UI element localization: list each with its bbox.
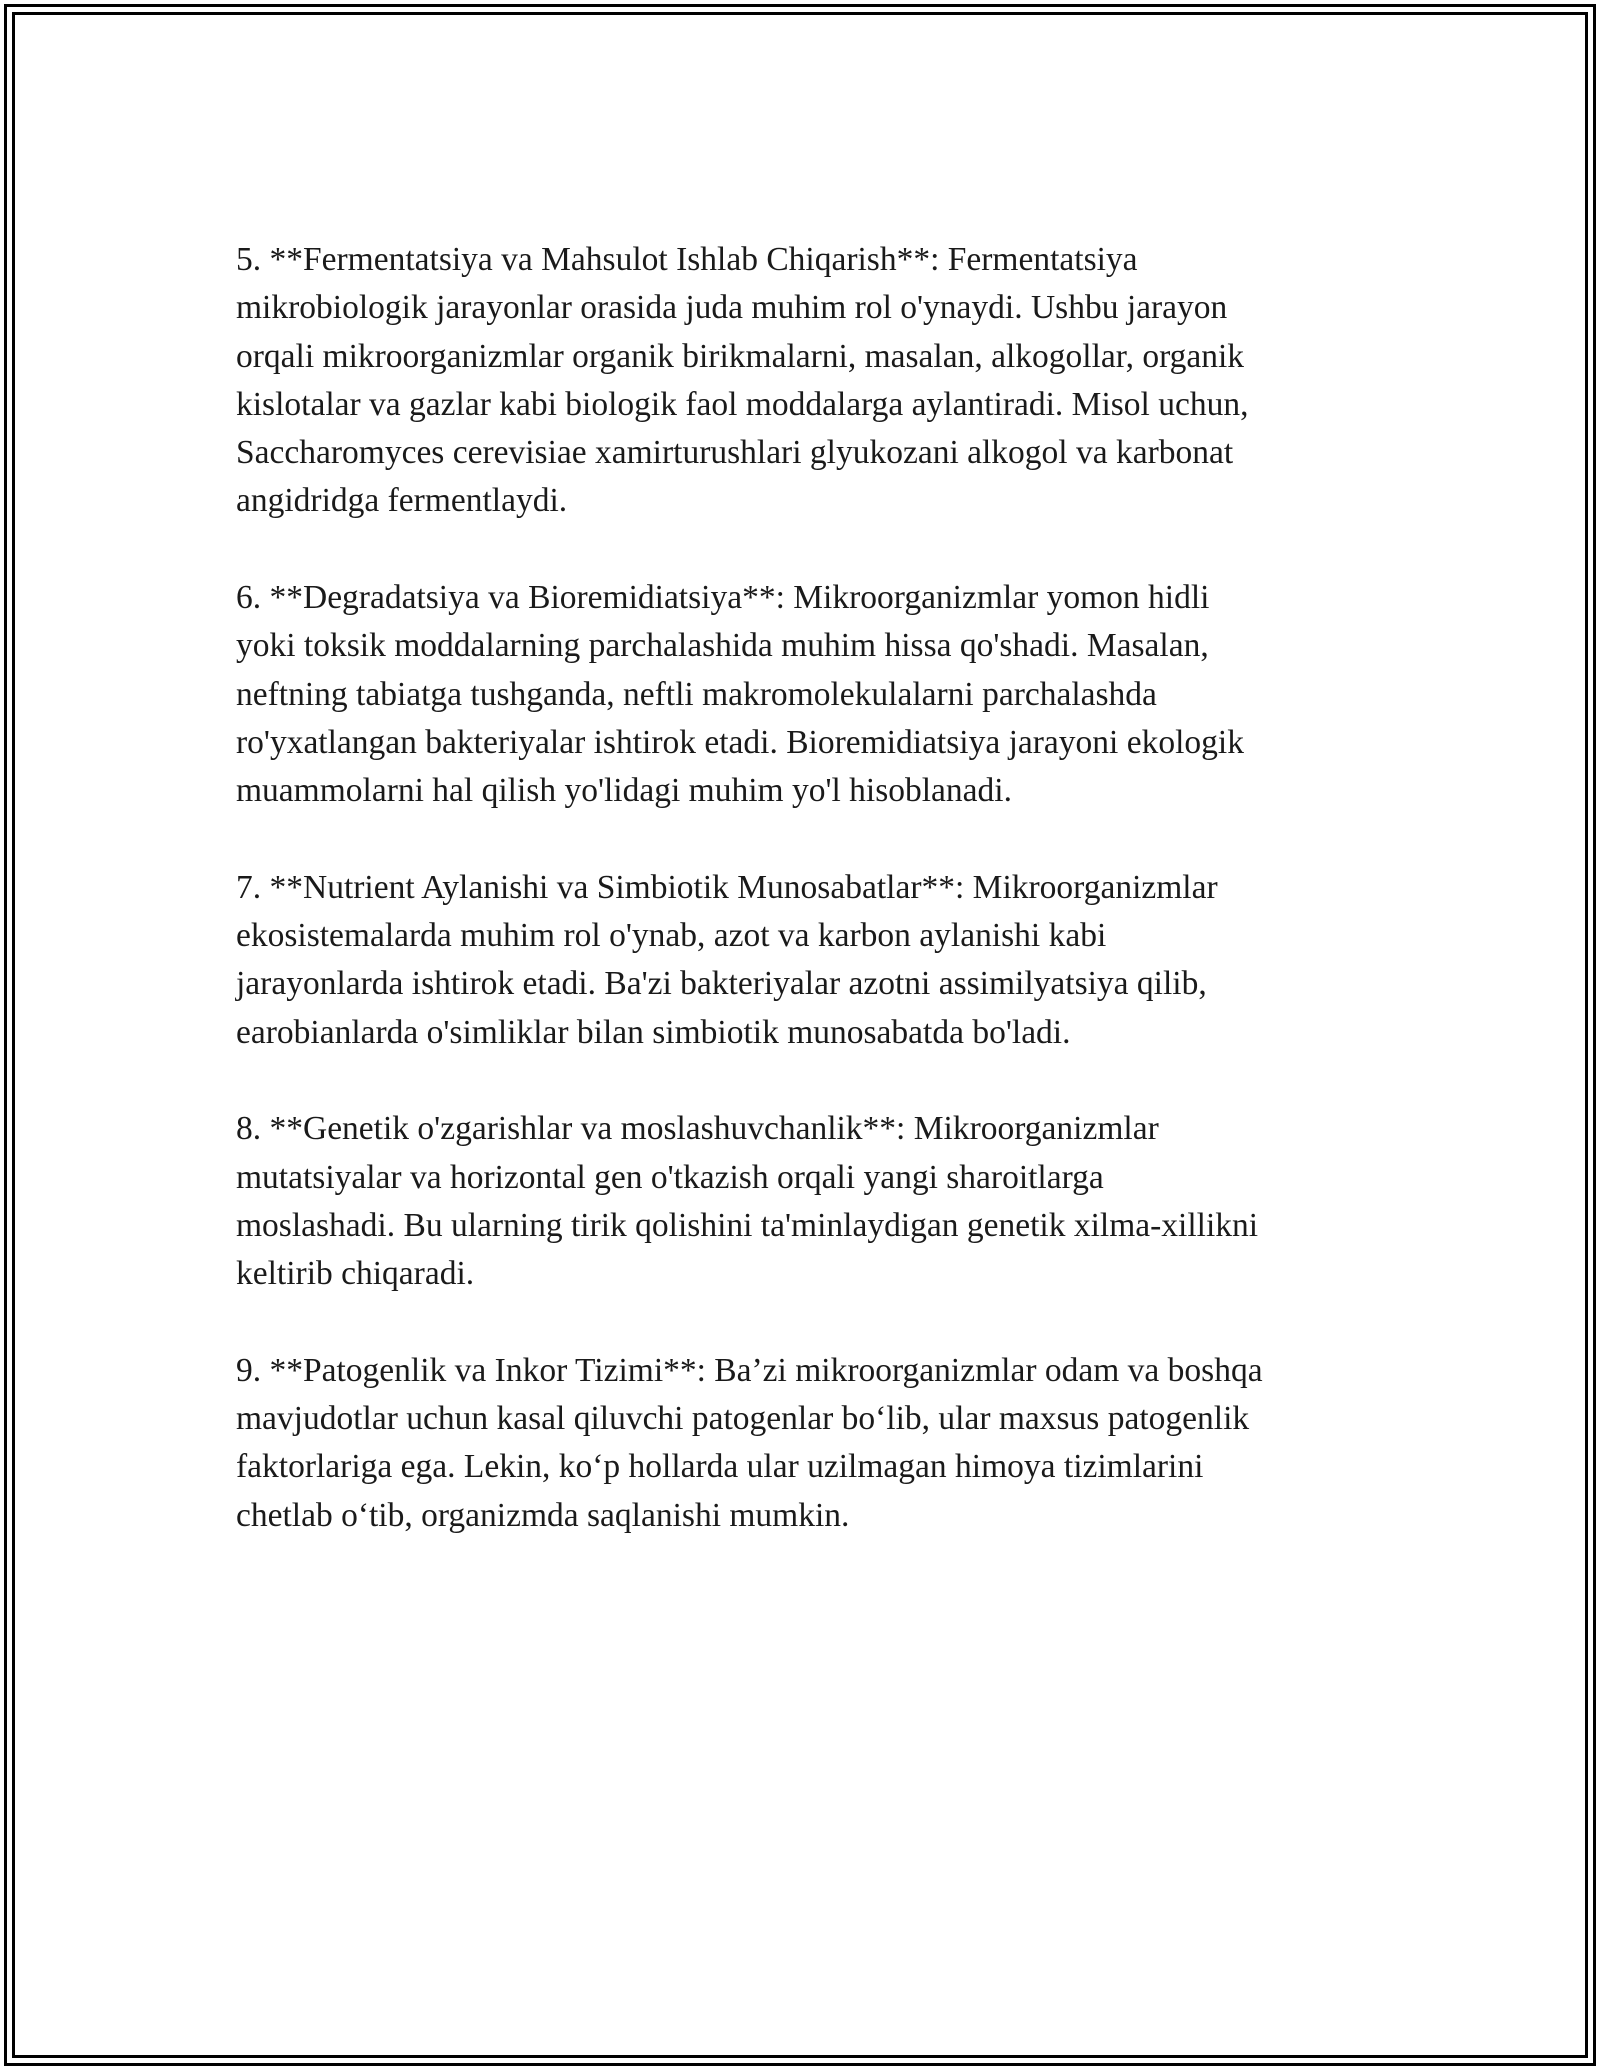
- paragraph-pathogenicity: 9. **Patogenlik va Inkor Tizimi**: Ba’zi mikroorganizmlar odam va boshqa mavjudotlar uchun kasal qiluvchi patogenlar bo‘lib, ular maxsus patogenlik faktorlariga ega. Lekin, ko‘p hollarda ular uzilmagan himoya tizimlarini chetlab o‘tib, organizmda saqlanishi mumkin.: [236, 1351, 1263, 1534]
- paragraph-degradation: 6. **Degradatsiya va Bioremidiatsiya**: Mikroorganizmlar yomon hidli yoki toksik moddalarning parchalashida muhim hissa qo'shadi. Masalan, neftning tabiatga tushganda, neftli makromolekulalarni parchalashda ro'yxatlangan bakteriyalar ishtirok etadi. Bioremidiatsiya jarayoni ekologik muammolarni hal qilish yo'lidagi muhim yo'l hisoblanadi.: [236, 579, 1244, 810]
- paragraph-genetic-changes: 8. **Genetik o'zgarishlar va moslashuvchanlik**: Mikroorganizmlar mutatsiyalar va horizontal gen o'tkazish orqali yangi sharoitlarga moslashadi. Bu ularning tirik qolishini ta'minlaydigan genetik xilma-xillikni keltirib chiqaradi.: [236, 1110, 1259, 1293]
- paragraph-nutrient-cycling: 7. **Nutrient Aylanishi va Simbiotik Munosabatlar**: Mikroorganizmlar ekosistemalarda muhim rol o'ynab, azot va karbon aylanishi kabi jarayonlarda ishtirok etadi. Ba'zi bakteriyalar azotni assimilyatsiya qilib, earobianlarda o'simliklar bilan simbiotik munosabatda bo'ladi.: [236, 868, 1218, 1051]
- document-body: [236, 236, 1376, 1588]
- paragraph-fermentation: 5. **Fermentatsiya va Mahsulot Ishlab Chiqarish**: Fermentatsiya mikrobiologik jarayonlar orasida juda muhim rol o'ynaydi. Ushbu jarayon orqali mikroorganizmlar organik birikmalarni, masalan, alkogollar, organik kislotalar va gazlar kabi biologik faol moddalarga aylantiradi. Misol uchun, Saccharomyces cerevisiae xamirturushlari glyukozani alkogol va karbonat angidridga fermentlaydi.: [236, 241, 1249, 520]
